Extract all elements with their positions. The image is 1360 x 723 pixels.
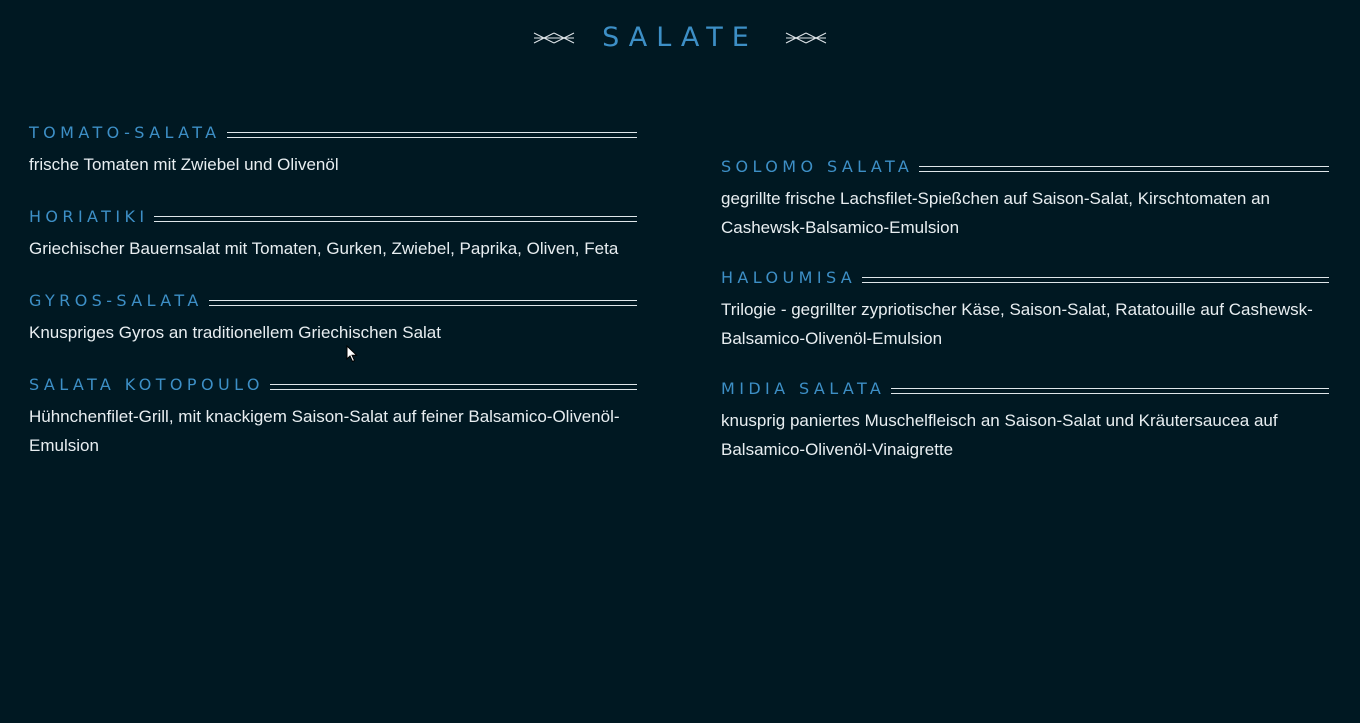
menu-item <box>29 205 637 263</box>
menu-item-name: SOLOMO SALATA <box>721 157 914 176</box>
menu-item <box>29 373 637 460</box>
menu-item-name: HORIATIKI <box>29 207 149 226</box>
menu-item-description: Knuspriges Gyros an traditionellem Griechischen Salat <box>29 323 441 342</box>
menu-item <box>29 289 637 347</box>
menu-item-name: GYROS-SALATA <box>29 291 203 310</box>
menu-item-description: Hühnchenfilet-Grill, mit knackigem Saison-Salat auf feiner Balsamico-Olivenöl-Emulsion <box>29 407 620 455</box>
menu-item-description: knusprig paniertes Muschelfleisch an Saison-Salat und Kräutersaucea auf Balsamico-Olivenöl-Vinaigrette <box>721 411 1278 459</box>
divider-rule <box>154 216 637 222</box>
divider-rule <box>209 300 637 306</box>
menu-item-description: Griechischer Bauernsalat mit Tomaten, Gurken, Zwiebel, Paprika, Oliven, Feta <box>29 239 619 258</box>
section-header <box>0 18 1360 58</box>
menu-item <box>721 266 1329 353</box>
menu-item-header <box>721 155 1329 179</box>
divider-rule <box>891 388 1329 394</box>
menu-item-header <box>29 289 637 313</box>
menu-item-name: HALOUMISA <box>721 268 857 287</box>
menu-item <box>721 155 1329 242</box>
menu-item-header <box>721 377 1329 401</box>
menu-item-name: SALATA KOTOPOULO <box>29 375 264 394</box>
menu-item-header <box>29 205 637 229</box>
menu-item-name: MIDIA SALATA <box>721 379 886 398</box>
menu-item-description: frische Tomaten mit Zwiebel und Olivenöl <box>29 155 339 174</box>
menu-column-right <box>721 155 1329 488</box>
ornament-right-icon <box>784 30 828 46</box>
ornament-left-icon <box>532 30 576 46</box>
divider-rule <box>227 132 637 138</box>
menu-item-description: gegrillte frische Lachsfilet-Spießchen auf Saison-Salat, Kirschtomaten an Cashewsk-Balsamico-Emulsion <box>721 189 1271 237</box>
menu-item <box>721 377 1329 464</box>
mouse-pointer-icon <box>346 345 358 363</box>
menu-item <box>29 121 637 179</box>
menu-column-left <box>29 121 637 486</box>
menu-item-header <box>721 266 1329 290</box>
menu-item-header <box>29 373 637 397</box>
menu-item-header <box>29 121 637 145</box>
menu-item-description: Trilogie - gegrillter zypriotischer Käse, Saison-Salat, Ratatouille auf Cashewsk-Balsamico-Olivenöl-Emulsion <box>721 300 1313 348</box>
divider-rule <box>862 277 1329 283</box>
section-title: SALATE <box>602 22 758 53</box>
divider-rule <box>270 384 637 390</box>
divider-rule <box>919 166 1329 172</box>
menu-item-name: TOMATO-SALATA <box>29 123 221 142</box>
